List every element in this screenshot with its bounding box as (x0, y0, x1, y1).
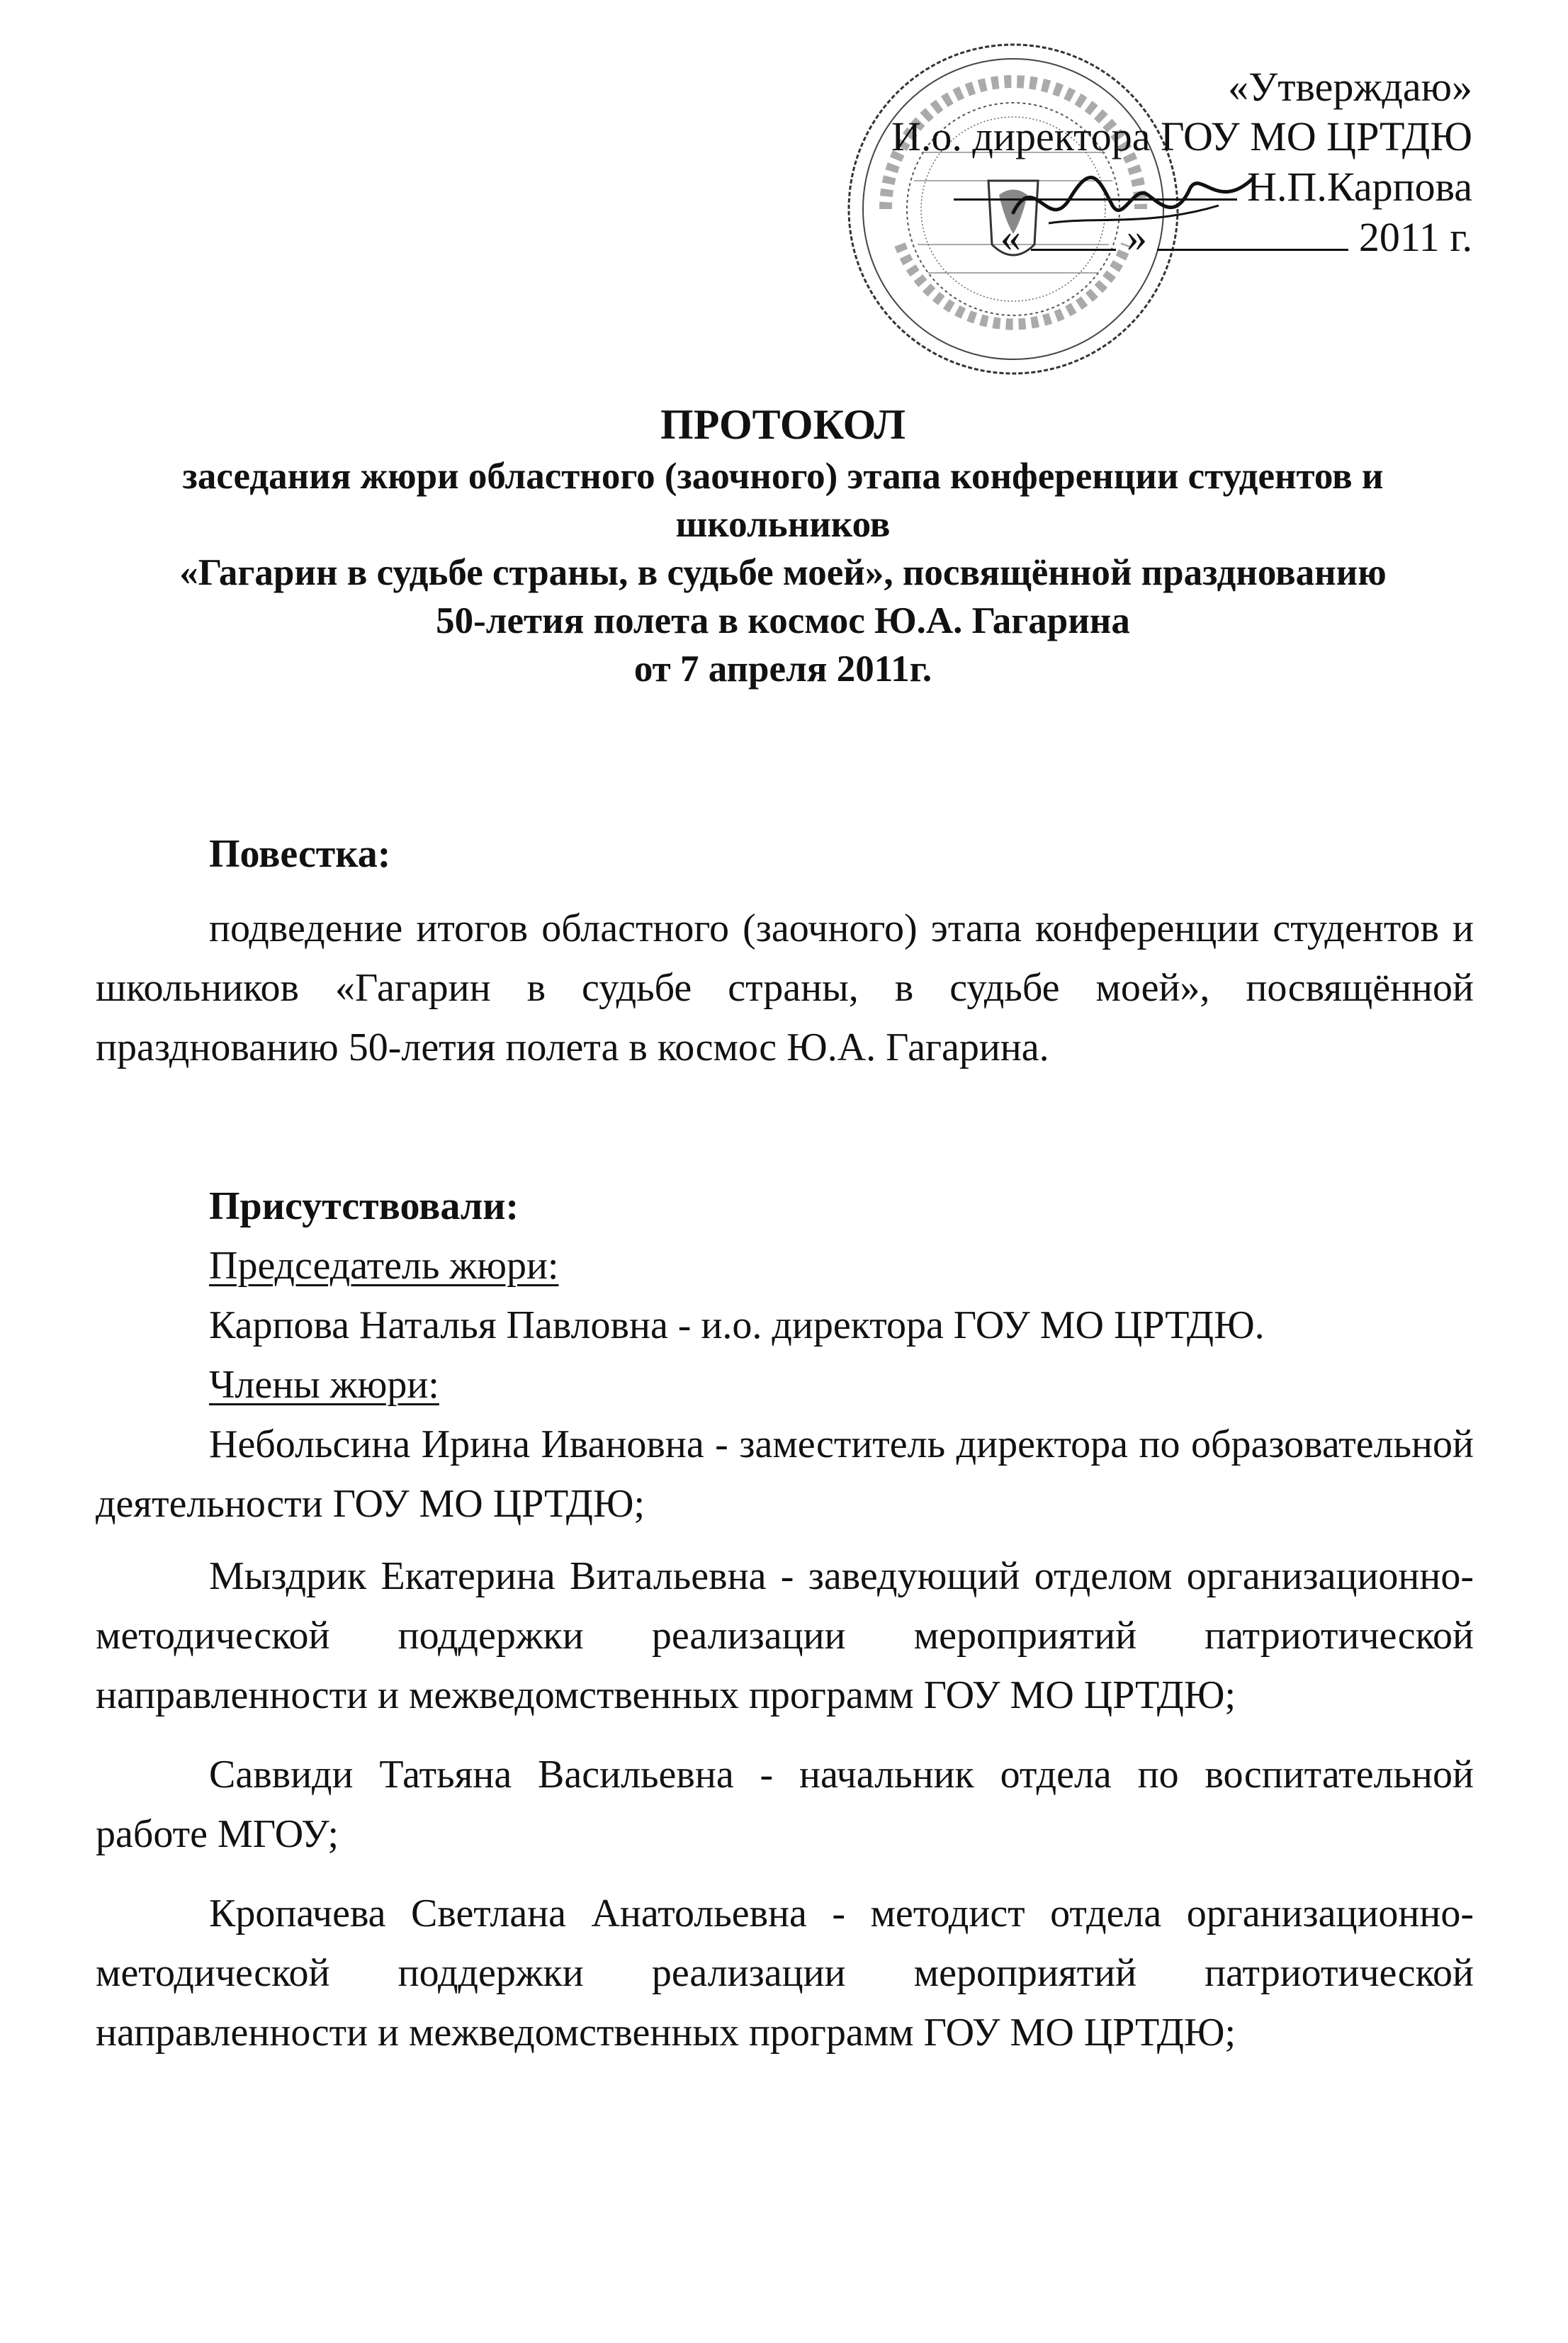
attendees-heading: Присутствовали: (209, 1184, 519, 1228)
member-entry-1: Небольсина Ирина Ивановна - заместитель директора по образовательной деятельности ГОУ МО ЦРТДЮ; (96, 1422, 1474, 1526)
chair-label: Председатель жюри: (209, 1244, 559, 1288)
title-line-4: 50-летия полета в космос Ю.А. Гагарина (436, 600, 1130, 641)
approver-position: И.о. директора ГОУ МО ЦРТДЮ (891, 113, 1472, 159)
approval-year: 2011 г. (1358, 214, 1472, 260)
signature-line (954, 162, 1237, 201)
agenda-heading: Повестка: (209, 832, 391, 876)
title-main: ПРОТОКОЛ (660, 401, 906, 448)
member-entry-4: Кропачева Светлана Анатольевна - методист отдела организационно-методической поддержки реализации мероприятий патриотической направленности и межведомственных программ ГОУ МО ЦРТДЮ; (96, 1892, 1474, 2055)
day-blank (1031, 212, 1116, 251)
attendees-section (96, 1176, 1474, 2062)
agenda-text: подведение итогов областного (заочного) этапа конференции студентов и школьников «Гагарин в судьбе страны, в судьбе моей», посвящённой празднованию 50-летия полета в космос Ю.А. Гагарина. (96, 906, 1474, 1069)
title-line-5: от 7 апреля 2011г. (633, 648, 932, 690)
title-line-2: школьников (675, 504, 891, 545)
members-label: Члены жюри: (209, 1363, 439, 1407)
approval-date-line (764, 212, 1472, 262)
approval-block (764, 62, 1472, 262)
title-line-1: заседания жюри областного (заочного) этапа конференции студентов и (182, 456, 1384, 497)
member-entry-2: Мыздрик Екатерина Витальевна - заведующий отделом организационно-методической поддержки реализации мероприятий патриотической направленности и межведомственных программ ГОУ МО ЦРТДЮ; (96, 1554, 1474, 1717)
approver-name: Н.П.Карпова (1247, 164, 1472, 210)
agenda-section (96, 829, 1474, 1077)
date-quote-open: « (1000, 214, 1021, 260)
member-entry-3: Саввиди Татьяна Васильевна - начальник отдела по воспитательной работе МГОУ; (96, 1753, 1474, 1856)
protocol-title (92, 397, 1474, 693)
month-blank (1157, 212, 1348, 251)
approve-label: «Утверждаю» (1228, 64, 1472, 110)
title-line-3: «Гагарин в судьбе страны, в судьбе моей», посвящённой празднованию (179, 552, 1387, 593)
chair-entry: Карпова Наталья Павловна - и.о. директора ГОУ МО ЦРТДЮ. (209, 1303, 1265, 1347)
approver-name-line (764, 162, 1472, 212)
date-quote-close: » (1126, 214, 1147, 260)
